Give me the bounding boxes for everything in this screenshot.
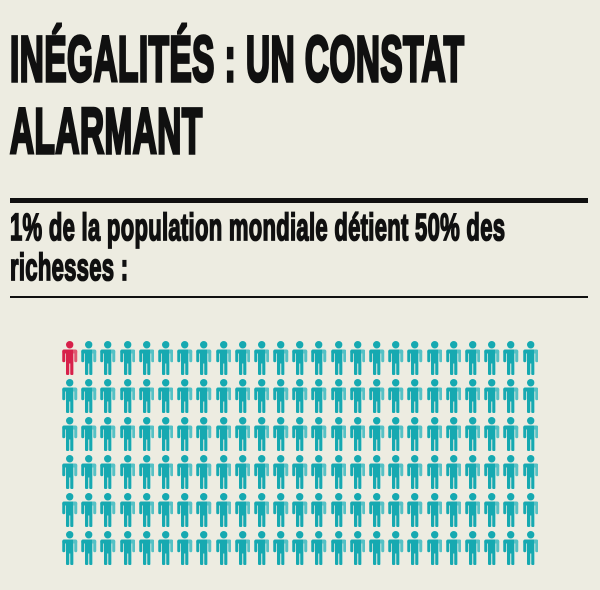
subtitle [10, 208, 600, 288]
person-icon [388, 341, 404, 375]
person-icon [158, 493, 174, 527]
person-icon [465, 493, 481, 527]
person-icon [235, 417, 251, 451]
person-icon [465, 455, 481, 489]
person-icon [100, 455, 116, 489]
person-icon [388, 493, 404, 527]
person-icon [503, 455, 519, 489]
person-icon [158, 417, 174, 451]
person-icon [484, 341, 500, 375]
person-icon [235, 493, 251, 527]
person-icon [235, 341, 251, 375]
person-icon [503, 531, 519, 565]
person-icon [139, 493, 155, 527]
person-icon [331, 379, 347, 413]
person-icon [196, 417, 212, 451]
person-icon [311, 455, 327, 489]
person-icon [331, 531, 347, 565]
person-icon [81, 531, 97, 565]
person-icon [273, 455, 289, 489]
person-icon [465, 531, 481, 565]
person-icon [369, 379, 385, 413]
person-icon [62, 417, 78, 451]
person-icon [369, 455, 385, 489]
person-icon [62, 493, 78, 527]
person-icon [254, 493, 270, 527]
person-icon [484, 379, 500, 413]
person-icon [254, 379, 270, 413]
person-icon [292, 531, 308, 565]
subtitle-line-2: richesses : [10, 247, 129, 289]
person-icon [139, 341, 155, 375]
person-icon [196, 531, 212, 565]
person-icon [158, 379, 174, 413]
person-icon [427, 531, 443, 565]
person-icon [120, 493, 136, 527]
person-icon [523, 455, 539, 489]
person-icon [292, 379, 308, 413]
person-icon [292, 455, 308, 489]
person-icon [331, 493, 347, 527]
person-icon [523, 379, 539, 413]
person-icon [273, 493, 289, 527]
person-icon [235, 531, 251, 565]
page-title-line-2: ALARMANT [10, 94, 203, 167]
person-icon [503, 493, 519, 527]
person-icon [446, 341, 462, 375]
person-icon [139, 379, 155, 413]
person-icon-highlighted [62, 341, 78, 375]
person-icon [216, 341, 232, 375]
person-icon [350, 531, 366, 565]
person-icon [388, 417, 404, 451]
page-title-line-1: INÉGALITÉS : UN CONSTAT [10, 23, 465, 95]
person-icon [350, 379, 366, 413]
person-icon [388, 531, 404, 565]
person-icon [216, 379, 232, 413]
person-icon [484, 417, 500, 451]
person-icon [216, 455, 232, 489]
person-icon [81, 379, 97, 413]
person-icon [158, 531, 174, 565]
person-icon [62, 379, 78, 413]
person-icon [350, 417, 366, 451]
person-icon [331, 455, 347, 489]
person-icon [177, 531, 193, 565]
person-icon [254, 455, 270, 489]
person-icon [427, 455, 443, 489]
person-icon [484, 493, 500, 527]
person-icon [177, 379, 193, 413]
person-icon [446, 379, 462, 413]
page-title [10, 24, 600, 167]
person-icon [81, 341, 97, 375]
person-icon [196, 455, 212, 489]
person-icon [465, 417, 481, 451]
person-icon [427, 493, 443, 527]
person-icon [273, 531, 289, 565]
person-icon [350, 493, 366, 527]
person-icon [139, 531, 155, 565]
person-icon [81, 493, 97, 527]
person-icon [273, 379, 289, 413]
person-icon [311, 531, 327, 565]
person-icon [388, 379, 404, 413]
person-icon [369, 493, 385, 527]
person-icon [177, 341, 193, 375]
person-icon [407, 455, 423, 489]
person-icon [100, 531, 116, 565]
person-icon [254, 341, 270, 375]
person-icon [407, 341, 423, 375]
pictogram-grid [62, 341, 542, 565]
person-icon [235, 379, 251, 413]
person-icon [216, 493, 232, 527]
person-icon [196, 341, 212, 375]
person-icon [427, 379, 443, 413]
person-icon [523, 531, 539, 565]
person-icon [254, 531, 270, 565]
person-icon [503, 341, 519, 375]
person-icon [292, 341, 308, 375]
person-icon [311, 417, 327, 451]
person-icon [523, 341, 539, 375]
person-icon [427, 341, 443, 375]
person-icon [407, 417, 423, 451]
person-icon [196, 379, 212, 413]
person-icon [369, 417, 385, 451]
person-icon [523, 493, 539, 527]
person-icon [120, 531, 136, 565]
person-icon [120, 341, 136, 375]
person-icon [292, 493, 308, 527]
person-icon [62, 455, 78, 489]
person-icon [81, 417, 97, 451]
person-icon [465, 379, 481, 413]
person-icon [446, 455, 462, 489]
person-icon [254, 417, 270, 451]
person-icon [484, 531, 500, 565]
person-icon [273, 341, 289, 375]
person-icon [503, 379, 519, 413]
person-icon [139, 455, 155, 489]
person-icon [120, 379, 136, 413]
person-icon [446, 493, 462, 527]
person-icon [139, 417, 155, 451]
person-icon [216, 417, 232, 451]
person-icon [331, 341, 347, 375]
person-icon [100, 341, 116, 375]
subtitle-line-1: 1% de la population mondiale détient 50% des [10, 207, 506, 249]
person-icon [62, 531, 78, 565]
person-icon [120, 455, 136, 489]
person-icon [350, 455, 366, 489]
person-icon [100, 493, 116, 527]
person-icon [100, 417, 116, 451]
person-icon [311, 493, 327, 527]
person-icon [523, 417, 539, 451]
person-icon [177, 493, 193, 527]
person-icon [216, 531, 232, 565]
person-icon [196, 493, 212, 527]
person-icon [120, 417, 136, 451]
person-icon [100, 379, 116, 413]
person-icon [331, 417, 347, 451]
person-icon [292, 417, 308, 451]
person-icon [407, 531, 423, 565]
person-icon [158, 455, 174, 489]
person-icon [177, 417, 193, 451]
person-icon [350, 341, 366, 375]
person-icon [427, 417, 443, 451]
person-icon [177, 455, 193, 489]
person-icon [465, 341, 481, 375]
person-icon [369, 341, 385, 375]
divider-thick [10, 198, 588, 203]
person-icon [81, 455, 97, 489]
person-icon [369, 531, 385, 565]
person-icon [311, 379, 327, 413]
person-icon [388, 455, 404, 489]
divider-thin [10, 296, 588, 298]
person-icon [446, 417, 462, 451]
person-icon [503, 417, 519, 451]
person-icon [311, 341, 327, 375]
person-icon [273, 417, 289, 451]
person-icon [235, 455, 251, 489]
person-icon [158, 341, 174, 375]
person-icon [484, 455, 500, 489]
person-icon [407, 379, 423, 413]
person-icon [407, 493, 423, 527]
person-icon [446, 531, 462, 565]
